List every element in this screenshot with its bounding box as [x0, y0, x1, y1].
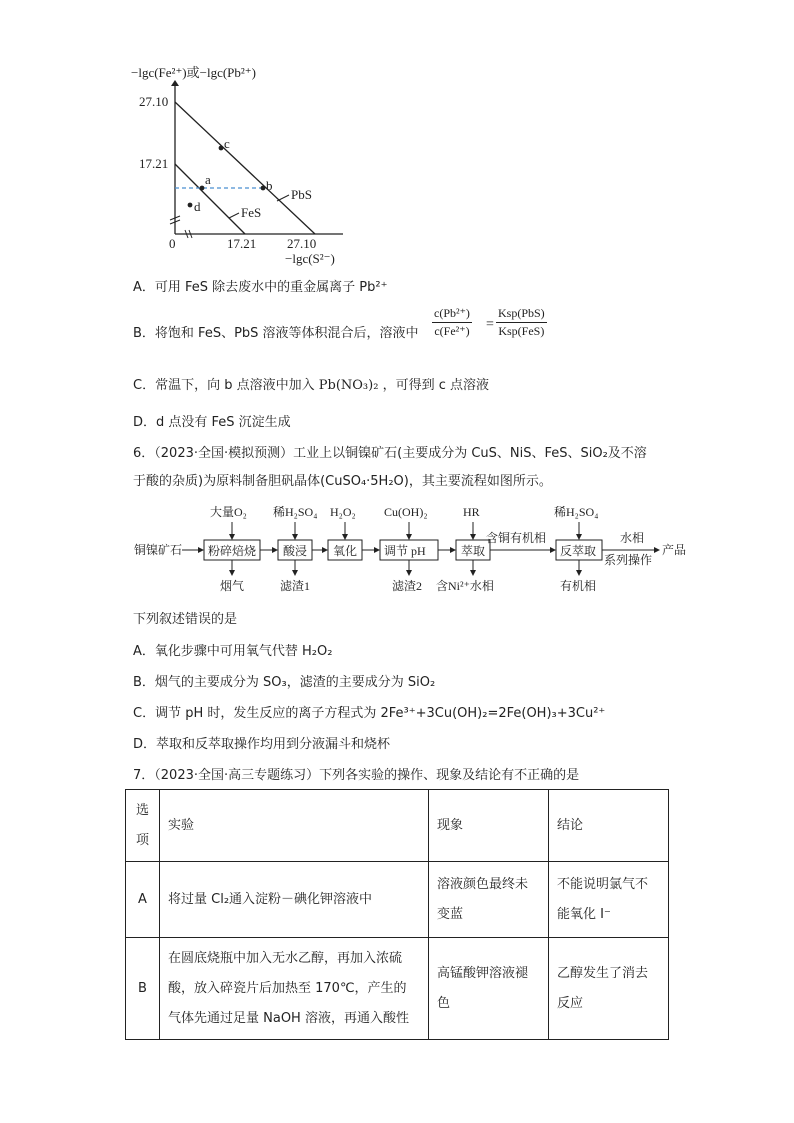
flow-arrowhead-5	[550, 547, 556, 553]
flow-step-6: 反萃取	[560, 544, 597, 558]
row-b-conclusion	[549, 938, 669, 1040]
q6-flowchart-svg	[130, 500, 690, 600]
flow-input-head-6	[576, 534, 582, 540]
y-tick-27-10: 27.10	[139, 94, 169, 109]
flow-organic-label: 含铜有机相	[486, 531, 547, 545]
row-b-experiment-line3: 气体先通过足量 NaOH 溶液，再通入酸性	[168, 1010, 409, 1026]
flow-input-2: 稀H₂SO₄	[273, 505, 318, 519]
row-b-experiment-line1: 在圆底烧瓶中加入无水乙醇，再加入浓硫	[168, 950, 403, 966]
q5-b-right-denominator: Ksp(FeS)	[498, 324, 545, 338]
y-axis-arrow	[171, 80, 179, 86]
q5-option-a: A．可用 FeS 除去废水中的重金属离子 Pb²⁺	[133, 280, 388, 295]
header-phenomenon: 现象	[429, 790, 549, 862]
label-c: c	[224, 136, 230, 151]
q6-option-a: A．氧化步骤中可用氧气代替 H₂O₂	[133, 644, 333, 659]
point-a	[200, 186, 205, 191]
header-experiment: 实验	[160, 790, 429, 862]
label-b: b	[266, 178, 273, 193]
flow-output-head-6	[576, 570, 582, 576]
q5-b-right-fraction	[496, 306, 547, 339]
flow-input-4: Cu(OH)₂	[384, 505, 428, 519]
header-conclusion: 结论	[549, 790, 669, 862]
row-a-option: A	[126, 862, 160, 938]
flow-input-1: 大量O₂	[210, 505, 247, 519]
flow-product: 产品	[662, 543, 687, 557]
row-a-phenomenon-line1: 溶液颜色最终未	[437, 876, 529, 892]
flow-output-head-5	[470, 570, 476, 576]
label-d: d	[194, 199, 201, 214]
flow-input-head-2	[292, 534, 298, 540]
q5-option-c-suffix: ，可得到 c 点溶液	[382, 378, 489, 393]
flow-output-head-4	[406, 570, 412, 576]
q6-option-b: B．烟气的主要成分为 SO₃，滤渣的主要成分为 SiO₂	[133, 675, 436, 690]
flow-input-5: HR	[463, 505, 480, 519]
flow-input-head-5	[470, 534, 476, 540]
flow-step-3: 氧化	[333, 544, 358, 558]
q6-option-c: C．调节 pH 时，发生反应的离子方程式为 2Fe³⁺+3Cu(OH)₂=2Fe(OH)₃+3Cu²⁺	[133, 706, 606, 721]
q6-stem-line2: 于酸的杂质)为原料制备胆矾晶体(CuSO₄·5H₂O)，其主要流程如图所示。	[133, 474, 552, 489]
flow-start: 铜镍矿石	[134, 543, 183, 557]
row-b-experiment	[160, 938, 429, 1040]
flow-input-head-1	[229, 534, 235, 540]
flow-step-2: 酸浸	[283, 544, 308, 558]
row-b-phenomenon-line1: 高锰酸钾溶液褪	[437, 965, 529, 981]
header-option-line2: 项	[135, 832, 149, 848]
q5-option-b	[133, 322, 419, 341]
q5-option-c-prefix: C．常温下，向 b 点溶液中加入	[133, 378, 315, 393]
q5-b-equals: =	[486, 317, 494, 332]
table-row	[126, 862, 669, 938]
y-tick-17-21: 17.21	[139, 156, 169, 171]
fes-leader	[229, 213, 239, 218]
row-b-conclusion-line1: 乙醇发生了消去	[557, 965, 649, 981]
point-c	[219, 146, 224, 151]
q5-option-c-chem: Pb(NO₃)₂	[318, 378, 379, 393]
flow-input-6: 稀H₂SO₄	[554, 505, 599, 519]
flow-step-5: 萃取	[461, 544, 486, 558]
flow-input-3: H₂O₂	[330, 505, 356, 519]
row-a-phenomenon-line2: 变蓝	[437, 906, 464, 922]
q6-prompt: 下列叙述错误的是	[133, 612, 238, 627]
label-a: a	[205, 172, 211, 187]
flow-step-4: 调节 pH	[384, 544, 426, 558]
flow-series-label: 系列操作	[604, 553, 653, 567]
q7-table	[125, 789, 669, 1040]
flow-output-head-1	[229, 570, 235, 576]
origin-label: 0	[169, 236, 176, 251]
point-d	[188, 203, 193, 208]
flow-step-1: 粉碎焙烧	[208, 544, 257, 558]
label-pbs: PbS	[291, 187, 312, 202]
row-a-experiment-line1: 将过量 Cl₂通入淀粉－碘化钾溶液中	[168, 891, 373, 907]
flow-arrowhead-6	[654, 547, 660, 553]
row-b-phenomenon-line2: 色	[437, 995, 451, 1011]
q5-option-b-text: B．将饱和 FeS、PbS 溶液等体积混合后，溶液中	[133, 326, 419, 341]
flow-output-5: 有机相	[560, 579, 597, 593]
q5-b-left-fraction	[432, 306, 472, 339]
q5-b-left-denominator: c(Fe²⁺)	[434, 324, 470, 338]
header-option	[126, 790, 160, 862]
label-fes: FeS	[241, 205, 262, 220]
flow-arrowhead-1	[272, 547, 278, 553]
flow-aqueous-label: 水相	[620, 531, 645, 545]
ksp-graph-svg	[125, 60, 355, 270]
row-a-conclusion-line2: 能氧化 I⁻	[557, 906, 611, 922]
flow-output-2: 滤渣1	[280, 579, 311, 593]
flow-arrowhead-3	[374, 547, 380, 553]
q7-stem: 7．（2023·全国·高三专题练习）下列各实验的操作、现象及结论有不正确的是	[133, 768, 580, 783]
flow-arrowhead-0	[198, 547, 204, 553]
flow-arrowhead-4	[450, 547, 456, 553]
x-tick-17-21: 17.21	[227, 236, 257, 251]
q6-flowchart	[130, 500, 690, 604]
row-a-experiment	[160, 862, 429, 938]
flow-input-head-4	[406, 534, 412, 540]
row-b-experiment-line2: 酸，放入碎瓷片后加热至 170℃，产生的	[168, 980, 407, 996]
flow-output-1: 烟气	[220, 579, 245, 593]
graph-y-label: −lgc(Fe²⁺)或−lgc(Pb²⁺)	[131, 65, 256, 80]
point-b	[261, 186, 266, 191]
row-b-conclusion-line2: 反应	[557, 995, 584, 1011]
row-b-option: B	[126, 938, 160, 1040]
ksp-graph	[125, 60, 355, 274]
table-row	[126, 938, 669, 1040]
q5-b-left-numerator: c(Pb²⁺)	[432, 306, 472, 323]
flow-arrowhead-2	[322, 547, 328, 553]
q5-option-c	[133, 374, 489, 393]
flow-output-head-2	[292, 570, 298, 576]
row-a-conclusion	[549, 862, 669, 938]
row-a-conclusion-line1: 不能说明氯气不	[557, 876, 649, 892]
pbs-leader	[277, 195, 289, 201]
flow-input-head-3	[342, 534, 348, 540]
x-tick-27-10: 27.10	[287, 236, 317, 251]
table-header-row	[126, 790, 669, 862]
q6-stem-line1: 6．（2023·全国·模拟预测）工业上以铜镍矿石(主要成分为 CuS、NiS、FeS、SiO₂及不溶	[133, 446, 647, 461]
flow-output-4: 含Ni²⁺水相	[436, 579, 494, 593]
q6-option-d: D．萃取和反萃取操作均用到分液漏斗和烧杯	[133, 737, 391, 752]
header-option-line1: 选	[135, 802, 149, 818]
row-b-phenomenon	[429, 938, 549, 1040]
graph-x-label: −lgc(S²⁻)	[285, 251, 335, 266]
flow-output-3: 滤渣2	[392, 579, 423, 593]
q5-b-right-numerator: Ksp(PbS)	[496, 306, 547, 323]
q5-option-d: D．d 点没有 FeS 沉淀生成	[133, 415, 291, 430]
row-a-phenomenon	[429, 862, 549, 938]
